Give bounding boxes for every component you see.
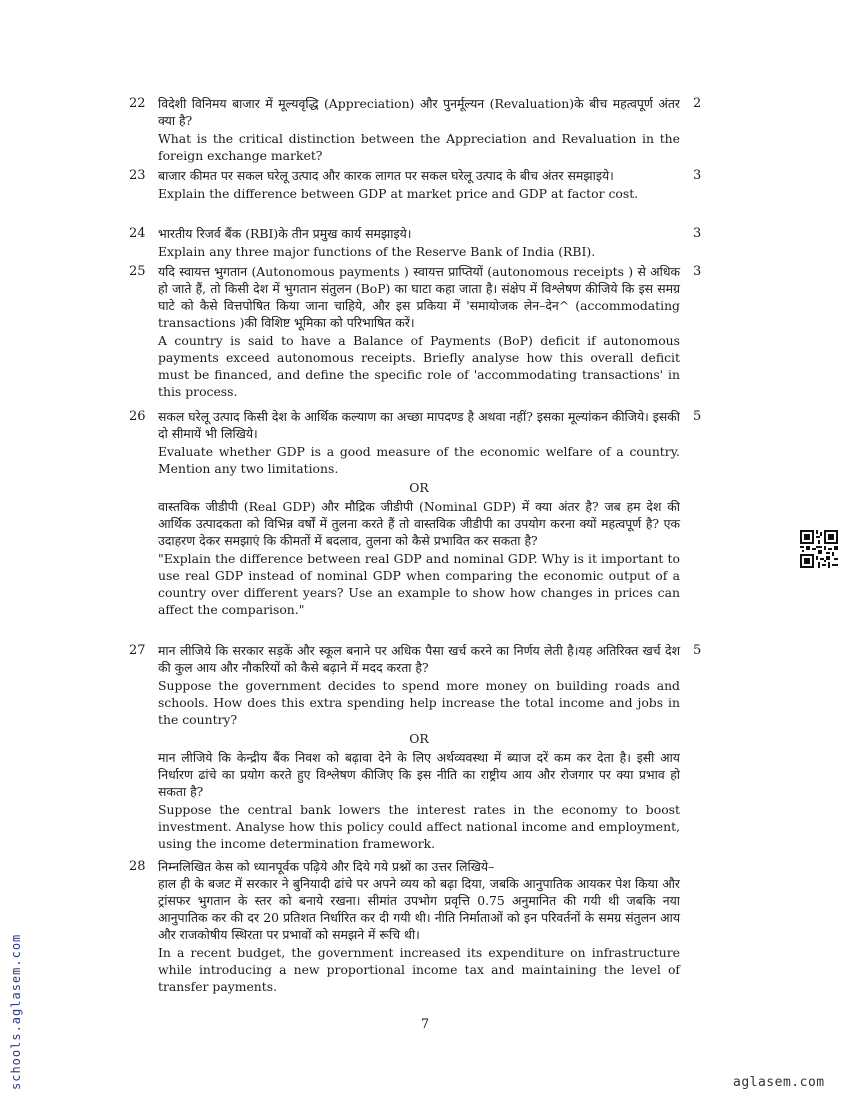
alternative-question-hindi: मान लीजिये कि केन्द्रीय बैंक निवश को बढ़ावा देने के लिए अर्थव्यवस्था में ब्याज दरें कम कर देता है। इसी आय निर्धारण ढांचे का प्रयोग करते हुए विश्लेषण कीजिए कि इस नीति का राष्ट्रीय आय और रोजगार पर क्या प्रभाव हो सकता है? [158,750,680,799]
alternative-question-english: "Explain the difference between real GDP and nominal GDP. Why is it important to use real GDP instead of nominal GDP when comparing the economic output of a country over different years? Use an example to show how changes in prices can affect the comparison." [158,551,680,617]
question-body [158,642,680,852]
question-text-english: Explain any three major functions of the Reserve Bank of India (RBI). [158,244,596,259]
question-marks: 3 [693,264,702,279]
question-text-hindi: विदेशी विनिमय बाजार में मूल्यवृद्धि (Appreciation) और पुनर्मूल्यन (Revaluation)के बीच महत्वपूर्ण अंतर क्या है? [158,96,680,128]
question-number: 28 [129,859,146,874]
alternative-question-english: Suppose the central bank lowers the interest rates in the economy to boost investment. Analyse how this policy could affect national income and employment, using the income determination framework. [158,802,680,851]
question-number: 27 [129,643,146,658]
or-separator: OR [409,480,429,495]
footer-watermark: aglasem.com [733,1075,825,1090]
question-text-english: A country is said to have a Balance of Payments (BoP) deficit if autonomous payments exceed autonomous receipts. Briefly analyse how this overall deficit must be financed, and define the specific role of 'accommodating transactions' in this process. [158,333,680,399]
qr-code-icon [800,530,838,568]
question-text-hindi: भारतीय रिजर्व बैंक (RBI)के तीन प्रमुख कार्य समझाइये। [158,226,412,241]
question-body [158,408,680,618]
side-watermark: schools.aglasem.com [9,933,23,1090]
question-marks: 5 [693,409,702,424]
question-body [158,858,680,995]
question-text-hindi: यदि स्वायत्त भुगतान (Autonomous payments ) स्वायत्त प्राप्तियों (autonomous receipts ) से अधिक हो जाते हैं, तो किसी देश में भुगतान संतुलन (BoP) का घाटा कहा जाता है। संक्षेप में विश्लेषण कीजिये कि इस समग्र घाटे को कैसे वित्तपोषित किया जाना चाहिये, और इस प्रकिया में 'समायोजक लेन–देन^ (accommodating transactions )की विशिष्ट भूमिका को परिभाषित करें। [158,264,680,330]
question-marks: 5 [693,643,702,658]
question-body [158,225,680,260]
question-text-english: What is the critical distinction between the Appreciation and Revaluation in the foreign exchange market? [158,131,680,163]
question-marks: 3 [693,168,702,183]
question-body [158,95,680,164]
question-body [158,167,680,202]
question-text-hindi: सकल घरेलू उत्पाद किसी देश के आर्थिक कल्याण का अच्छा मापदण्ड है अथवा नहीं? इसका मूल्यांकन कीजिये। इसकी दो सीमायें भी लिखिये। [158,409,680,441]
question-number: 23 [129,168,146,183]
question-number: 26 [129,409,146,424]
alternative-question-hindi: वास्तविक जीडीपी (Real GDP) और मौद्रिक जीडीपी (Nominal GDP) में क्या अंतर है? जब हम देश की आर्थिक उत्पादकता को विभिन्न वर्षों में तुलना करते हैं तो वास्तविक जीडीपी का उपयोग करना क्यों महत्वपूर्ण है? एक उदाहरण देकर समझाएं कि कीमतों में बदलाव, तुलना को कैसे प्रभावित कर सकता है? [158,499,680,548]
question-text-english: Evaluate whether GDP is a good measure of the economic welfare of a country. Mention any two limitations. [158,444,680,476]
question-number: 24 [129,226,146,241]
question-number: 25 [129,264,146,279]
case-text-english: In a recent budget, the government increased its expenditure on infrastructure while introducing a new proportional income tax and maintaining the level of transfer payments. [158,945,680,994]
question-text-hindi: मान लीजिये कि सरकार सड़कें और स्कूल बनाने पर अधिक पैसा खर्च करने का निर्णय लेती है।यह अतिरिक्त खर्च देश की कुल आय और नौकरियों को कैसे बढ़ाने में मदद करता है? [158,643,680,675]
page-number: 7 [420,1017,430,1032]
question-text-hindi: बाजार कीमत पर सकल घरेलू उत्पाद और कारक लागत पर सकल घरेलू उत्पाद के बीच अंतर समझाइये। [158,168,614,183]
case-text-hindi: हाल ही के बजट में सरकार ने बुनियादी ढांचे पर अपने व्यय को बढ़ा दिया, जबकि आनुपातिक आयकर पेश किया और ट्रांसफर भुगतान के स्तर को बनाये रखना। सीमांत उपभोग प्रवृत्ति 0.75 अनुमानित की गयी थी जबकि नया आनुपातिक कर की दर 20 प्रतिशत निर्धारित कर दी गयी थी। नीति निर्माताओं को इन परिवर्तनों के समग्र संतुलन आय और राजकोषीय स्थिरता पर प्रभावों को समझने में रूचि थी। [158,876,680,942]
question-body [158,263,680,400]
question-number: 22 [129,96,146,111]
or-separator: OR [409,731,429,746]
question-text-english: Explain the difference between GDP at market price and GDP at factor cost. [158,186,639,201]
question-marks: 3 [693,226,702,241]
question-text-english: Suppose the government decides to spend more money on building roads and schools. How does this extra spending help increase the total income and jobs in the country? [158,678,680,727]
question-marks: 2 [693,96,702,111]
case-instruction-hindi: निम्नलिखित केस को ध्यानपूर्वक पढ़िये और दिये गये प्रश्नों का उत्तर लिखिये– [158,859,495,874]
